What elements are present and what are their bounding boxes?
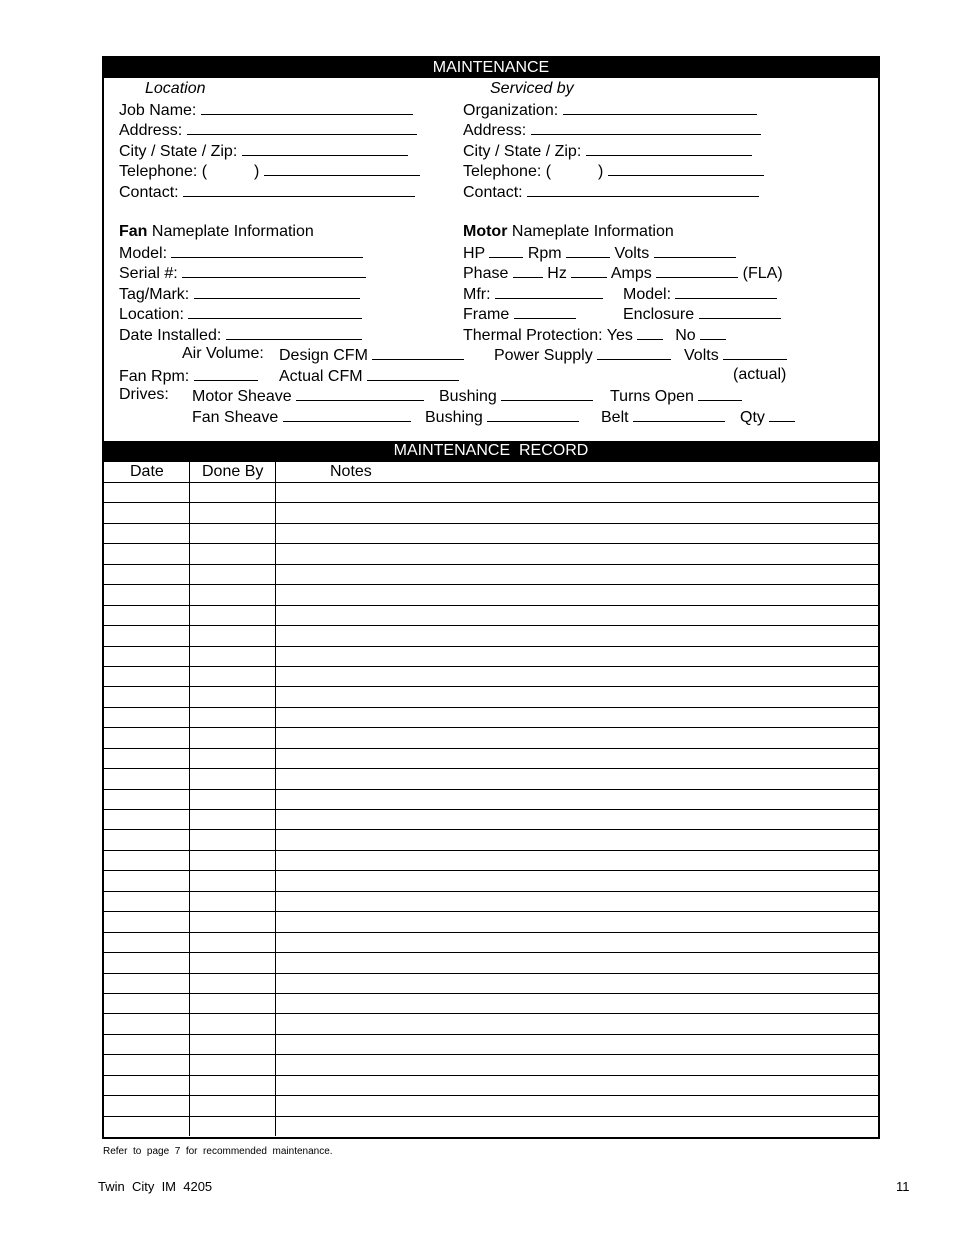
date-cell[interactable] — [104, 912, 189, 931]
notes-cell[interactable] — [276, 912, 878, 931]
notes-cell[interactable] — [276, 708, 878, 727]
motor-row-hp — [463, 243, 736, 263]
location-title: Location — [145, 80, 206, 97]
notes-cell[interactable] — [276, 483, 878, 502]
fan-date-installed-label: Date Installed: — [119, 327, 222, 344]
date-cell[interactable] — [104, 667, 189, 686]
done-by-cell[interactable] — [190, 953, 275, 972]
notes-cell[interactable] — [276, 892, 878, 911]
motor-row-model — [623, 284, 777, 304]
notes-cell[interactable] — [276, 647, 878, 666]
motor-mfr-label: Mfr: — [463, 286, 491, 303]
serviced-by-title: Serviced by — [490, 80, 574, 97]
serviced-contact-blank[interactable] — [527, 182, 759, 197]
serviced-telephone-label: Telephone: ( — [463, 163, 552, 180]
date-cell[interactable] — [104, 892, 189, 911]
done-by-cell[interactable] — [190, 810, 275, 829]
turns-open-field[interactable] — [610, 386, 742, 406]
done-by-cell[interactable] — [190, 565, 275, 584]
done-by-cell[interactable] — [190, 626, 275, 645]
belt-field[interactable] — [601, 407, 725, 427]
motor-mfr-blank[interactable] — [495, 284, 603, 299]
motor-frame-label: Frame — [463, 306, 510, 323]
organization-field[interactable] — [463, 100, 757, 120]
record-header-top-line — [104, 461, 878, 462]
done-by-cell[interactable] — [190, 667, 275, 686]
fan-nameplate-bold: Fan — [119, 223, 148, 240]
location-address-field[interactable] — [119, 120, 417, 140]
motor-frame-blank[interactable] — [514, 304, 576, 319]
fan-tag-field[interactable] — [119, 284, 360, 304]
location-telephone-label: Telephone: ( — [119, 163, 208, 180]
power-supply-volts-blank[interactable] — [723, 345, 787, 360]
notes-cell[interactable] — [276, 830, 878, 849]
motor-row-mfr — [463, 284, 603, 304]
done-by-cell[interactable] — [190, 483, 275, 502]
date-cell[interactable] — [104, 544, 189, 563]
fan-date-installed-field[interactable] — [119, 325, 362, 345]
location-contact-field[interactable] — [119, 182, 415, 202]
date-cell[interactable] — [104, 1014, 189, 1033]
fan-model-label: Model: — [119, 245, 168, 262]
date-cell[interactable] — [104, 830, 189, 849]
done-by-cell[interactable] — [190, 606, 275, 625]
serviced-city-label: City / State / Zip: — [463, 143, 582, 160]
fan-tag-label: Tag/Mark: — [119, 286, 190, 303]
fan-bushing-label: Bushing — [425, 409, 483, 426]
done-by-cell[interactable] — [190, 892, 275, 911]
motor-nameplate-rest: Nameplate Information — [507, 223, 674, 240]
done-by-cell[interactable] — [190, 1117, 275, 1136]
serviced-address-field[interactable] — [463, 120, 761, 140]
design-cfm-blank[interactable] — [372, 345, 464, 360]
serviced-address-label: Address: — [463, 122, 527, 139]
notes-cell[interactable] — [276, 871, 878, 890]
notes-cell[interactable] — [276, 565, 878, 584]
fan-model-field[interactable] — [119, 243, 363, 263]
done-by-cell[interactable] — [190, 912, 275, 931]
done-by-column-header: Done By — [202, 463, 264, 480]
notes-cell[interactable] — [276, 1014, 878, 1033]
notes-cell[interactable] — [276, 687, 878, 706]
date-cell[interactable] — [104, 647, 189, 666]
motor-hp-blank[interactable] — [489, 243, 523, 258]
power-supply-volts-field[interactable] — [684, 345, 787, 365]
motor-rpm-blank[interactable] — [566, 243, 610, 258]
notes-cell[interactable] — [276, 728, 878, 747]
notes-cell[interactable] — [276, 544, 878, 563]
done-by-cell[interactable] — [190, 585, 275, 604]
power-supply-blank[interactable] — [597, 345, 671, 360]
job-name-field[interactable] — [119, 100, 413, 120]
belt-label: Belt — [601, 409, 629, 426]
fan-date-installed-blank[interactable] — [226, 325, 362, 340]
motor-volts-blank[interactable] — [654, 243, 736, 258]
power-supply-field[interactable] — [494, 345, 671, 365]
done-by-cell[interactable] — [190, 647, 275, 666]
serviced-city-field[interactable] — [463, 141, 752, 161]
done-by-cell[interactable] — [190, 933, 275, 952]
notes-cell[interactable] — [276, 606, 878, 625]
notes-cell[interactable] — [276, 953, 878, 972]
date-cell[interactable] — [104, 974, 189, 993]
fan-tag-blank[interactable] — [194, 284, 360, 299]
date-cell[interactable] — [104, 1076, 189, 1095]
organization-blank[interactable] — [563, 100, 757, 115]
location-address-label: Address: — [119, 122, 183, 139]
date-cell[interactable] — [104, 606, 189, 625]
fan-nameplate-rest: Nameplate Information — [147, 223, 314, 240]
motor-model-label: Model: — [623, 286, 672, 303]
done-by-cell[interactable] — [190, 851, 275, 870]
motor-row-enclosure — [623, 304, 781, 324]
power-supply-label: Power Supply — [494, 347, 593, 364]
fan-rpm-label: Fan Rpm: — [119, 368, 190, 385]
job-name-label: Job Name: — [119, 102, 197, 119]
serviced-contact-field[interactable] — [463, 182, 759, 202]
motor-phase-blank[interactable] — [513, 263, 543, 278]
organization-label: Organization: — [463, 102, 559, 119]
notes-cell[interactable] — [276, 851, 878, 870]
turns-open-blank[interactable] — [698, 386, 742, 401]
date-cell[interactable] — [104, 1096, 189, 1115]
serviced-telephone-field[interactable] — [463, 161, 764, 181]
motor-sheave-label: Motor Sheave — [192, 388, 292, 405]
motor-amps-label: Amps — [610, 265, 652, 282]
date-cell[interactable] — [104, 728, 189, 747]
done-by-cell[interactable] — [190, 790, 275, 809]
fan-sheave-blank[interactable] — [283, 407, 411, 422]
belt-blank[interactable] — [633, 407, 725, 422]
fan-nameplate-title — [119, 223, 314, 241]
thermal-protection-label: Thermal Protection: — [463, 327, 603, 344]
motor-hz-label: Hz — [547, 265, 567, 282]
motor-row-frame — [463, 304, 576, 324]
motor-bushing-field[interactable] — [439, 386, 593, 406]
motor-bushing-blank[interactable] — [501, 386, 593, 401]
notes-cell[interactable] — [276, 1035, 878, 1054]
location-contact-label: Contact: — [119, 184, 179, 201]
design-cfm-label: Design CFM — [279, 347, 368, 364]
notes-cell[interactable] — [276, 974, 878, 993]
date-column-header: Date — [130, 463, 164, 480]
thermal-yes-label: Yes — [606, 327, 633, 344]
done-by-cell[interactable] — [190, 974, 275, 993]
done-by-cell[interactable] — [190, 728, 275, 747]
actual-cfm-field[interactable] — [279, 366, 459, 386]
date-cell[interactable] — [104, 994, 189, 1013]
fan-bushing-blank[interactable] — [487, 407, 579, 422]
date-cell[interactable] — [104, 1117, 189, 1136]
date-cell[interactable] — [104, 871, 189, 890]
page-number: 11 — [896, 1179, 910, 1194]
turns-open-label: Turns Open — [610, 388, 694, 405]
date-cell[interactable] — [104, 851, 189, 870]
done-by-cell[interactable] — [190, 708, 275, 727]
serviced-city-blank[interactable] — [586, 141, 752, 156]
date-cell[interactable] — [104, 626, 189, 645]
done-by-cell[interactable] — [190, 994, 275, 1013]
notes-cell[interactable] — [276, 1055, 878, 1074]
done-by-cell[interactable] — [190, 1014, 275, 1033]
serviced-telephone-paren: ) — [597, 163, 604, 180]
job-name-blank[interactable] — [201, 100, 413, 115]
air-volume-label: Air Volume: — [182, 345, 264, 362]
thermal-yes-blank[interactable] — [637, 325, 663, 340]
motor-volts-label: Volts — [614, 245, 650, 262]
date-cell[interactable] — [104, 953, 189, 972]
done-by-cell[interactable] — [190, 1096, 275, 1115]
motor-enclosure-label: Enclosure — [623, 306, 695, 323]
done-by-cell[interactable] — [190, 830, 275, 849]
fan-serial-label: Serial #: — [119, 265, 178, 282]
actual-cfm-label: Actual CFM — [279, 368, 363, 385]
thermal-no-blank[interactable] — [700, 325, 726, 340]
date-cell[interactable] — [104, 687, 189, 706]
fan-bushing-field[interactable] — [425, 407, 579, 427]
notes-cell[interactable] — [276, 1076, 878, 1095]
location-contact-blank[interactable] — [183, 182, 415, 197]
fan-location-blank[interactable] — [188, 304, 362, 319]
location-city-label: City / State / Zip: — [119, 143, 238, 160]
qty-label: Qty — [740, 409, 765, 426]
maintenance-header: MAINTENANCE — [104, 58, 878, 78]
notes-cell[interactable] — [276, 524, 878, 543]
location-address-blank[interactable] — [187, 120, 417, 135]
document-id: Twin City IM 4205 — [98, 1179, 213, 1194]
done-by-cell[interactable] — [190, 871, 275, 890]
serviced-telephone-blank[interactable] — [608, 161, 764, 176]
fan-serial-blank[interactable] — [182, 263, 366, 278]
motor-rpm-label: Rpm — [527, 245, 562, 262]
date-cell[interactable] — [104, 708, 189, 727]
done-by-cell[interactable] — [190, 503, 275, 522]
date-cell[interactable] — [104, 933, 189, 952]
motor-sheave-blank[interactable] — [296, 386, 424, 401]
notes-cell[interactable] — [276, 1117, 878, 1136]
fan-rpm-field[interactable] — [119, 366, 258, 386]
notes-cell[interactable] — [276, 626, 878, 645]
actual-cfm-blank[interactable] — [367, 366, 459, 381]
drives-label: Drives: — [119, 386, 169, 403]
motor-fla-label: (FLA) — [742, 265, 783, 282]
notes-cell[interactable] — [276, 810, 878, 829]
qty-blank[interactable] — [769, 407, 795, 422]
serviced-address-blank[interactable] — [531, 120, 761, 135]
date-cell[interactable] — [104, 524, 189, 543]
notes-cell[interactable] — [276, 790, 878, 809]
motor-enclosure-blank[interactable] — [699, 304, 781, 319]
thermal-no-label: No — [675, 327, 696, 344]
design-cfm-field[interactable] — [279, 345, 464, 365]
fan-sheave-label: Fan Sheave — [192, 409, 279, 426]
date-cell[interactable] — [104, 1035, 189, 1054]
notes-cell[interactable] — [276, 994, 878, 1013]
location-telephone-field[interactable] — [119, 161, 420, 181]
date-cell[interactable] — [104, 585, 189, 604]
location-telephone-paren: ) — [253, 163, 260, 180]
notes-cell[interactable] — [276, 585, 878, 604]
motor-hp-label: HP — [463, 245, 485, 262]
motor-row-thermal — [463, 325, 726, 345]
done-by-cell[interactable] — [190, 1076, 275, 1095]
notes-column-header: Notes — [330, 463, 372, 480]
motor-model-blank[interactable] — [675, 284, 777, 299]
done-by-cell[interactable] — [190, 1035, 275, 1054]
motor-hz-blank[interactable] — [571, 263, 607, 278]
serviced-contact-label: Contact: — [463, 184, 523, 201]
done-by-cell[interactable] — [190, 524, 275, 543]
location-city-blank[interactable] — [242, 141, 408, 156]
date-cell[interactable] — [104, 565, 189, 584]
notes-cell[interactable] — [276, 769, 878, 788]
motor-amps-blank[interactable] — [656, 263, 738, 278]
fan-sheave-field[interactable] — [192, 407, 411, 427]
done-by-cell[interactable] — [190, 687, 275, 706]
motor-nameplate-title — [463, 223, 674, 241]
maintenance-record-header: MAINTENANCE RECORD — [104, 441, 878, 461]
motor-phase-label: Phase — [463, 265, 509, 282]
location-telephone-blank[interactable] — [264, 161, 420, 176]
date-cell[interactable] — [104, 790, 189, 809]
power-supply-volts-label: Volts — [684, 347, 719, 364]
date-cell[interactable] — [104, 810, 189, 829]
motor-row-phase — [463, 263, 783, 283]
fan-location-field[interactable] — [119, 304, 362, 324]
notes-cell[interactable] — [276, 933, 878, 952]
date-cell[interactable] — [104, 769, 189, 788]
notes-cell[interactable] — [276, 503, 878, 522]
done-by-cell[interactable] — [190, 769, 275, 788]
done-by-cell[interactable] — [190, 1055, 275, 1074]
date-cell[interactable] — [104, 503, 189, 522]
notes-cell[interactable] — [276, 1096, 878, 1115]
date-cell[interactable] — [104, 483, 189, 502]
qty-field[interactable] — [740, 407, 795, 427]
motor-sheave-field[interactable] — [192, 386, 424, 406]
done-by-cell[interactable] — [190, 544, 275, 563]
date-cell[interactable] — [104, 1055, 189, 1074]
done-by-cell[interactable] — [190, 749, 275, 768]
fan-model-blank[interactable] — [171, 243, 363, 258]
fan-rpm-blank[interactable] — [194, 366, 258, 381]
notes-cell[interactable] — [276, 749, 878, 768]
fan-serial-field[interactable] — [119, 263, 366, 283]
notes-cell[interactable] — [276, 667, 878, 686]
motor-bushing-label: Bushing — [439, 388, 497, 405]
actual-volts-label: (actual) — [733, 366, 787, 383]
motor-nameplate-bold: Motor — [463, 223, 508, 240]
recommended-maintenance-note: Refer to page 7 for recommended maintenance. — [103, 1146, 333, 1157]
location-city-field[interactable] — [119, 141, 408, 161]
fan-location-label: Location: — [119, 306, 184, 323]
date-cell[interactable] — [104, 749, 189, 768]
